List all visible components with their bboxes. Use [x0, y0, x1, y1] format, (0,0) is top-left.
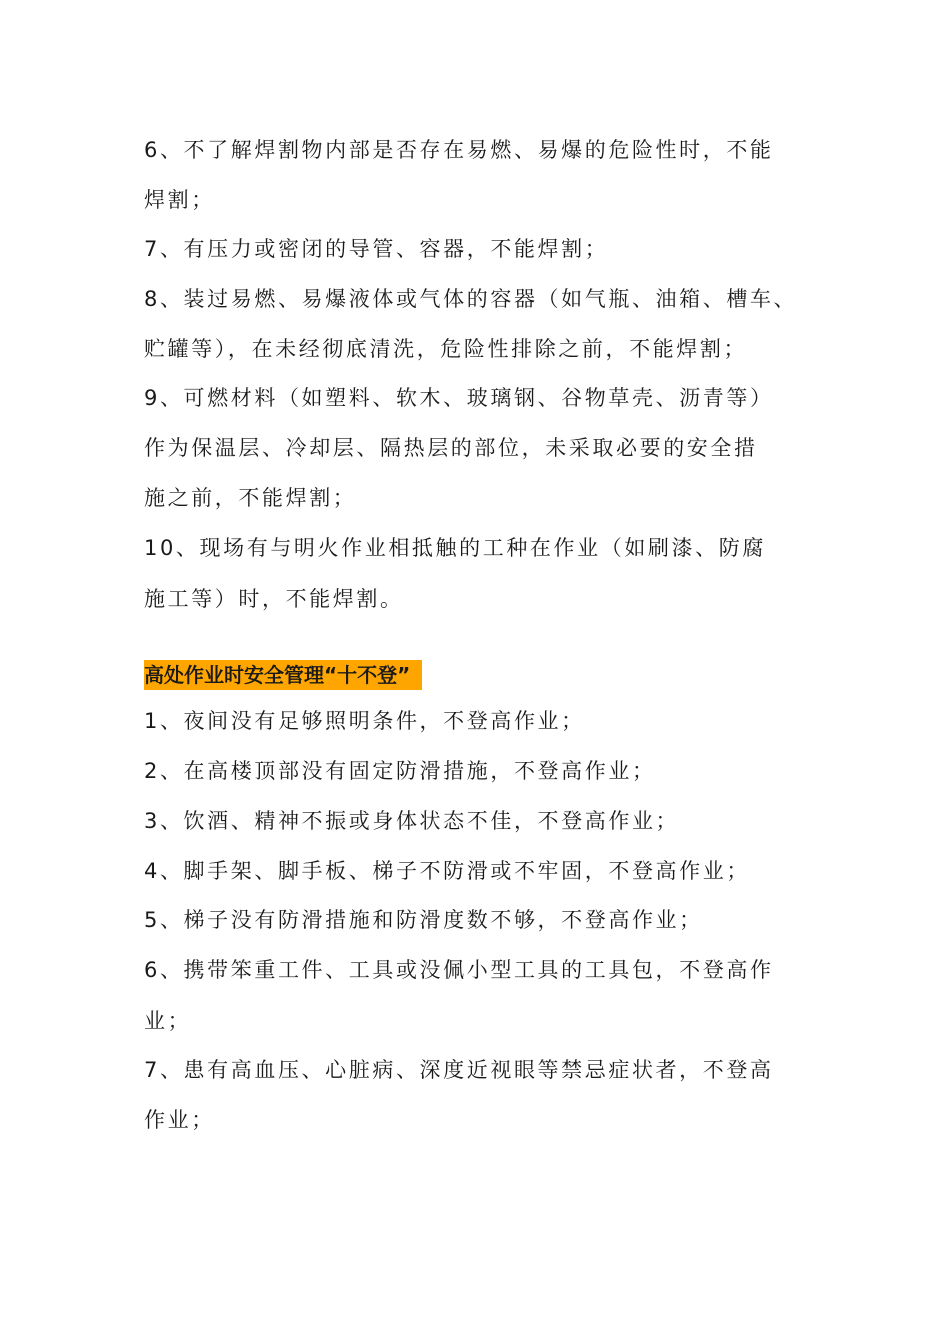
text-line: 8、装过易燃、易爆液体或气体的容器（如气瓶、油箱、槽车、 — [144, 287, 798, 311]
text-line: 7、有压力或密闭的导管、容器，不能焊割； — [144, 237, 609, 261]
text-line: 5、梯子没有防滑措施和防滑度数不够，不登高作业； — [144, 908, 703, 932]
text-line: 业； — [144, 1009, 192, 1033]
text-line: 施之前，不能焊割； — [144, 486, 357, 510]
text-line: 作为保温层、冷却层、隔热层的部位，未采取必要的安全措 — [144, 436, 758, 460]
text-line: 1、夜间没有足够照明条件，不登高作业； — [144, 709, 585, 733]
text-line: 9、可燃材料（如塑料、软木、玻璃钢、谷物草壳、沥青等） — [144, 386, 774, 410]
text-line: 贮罐等），在未经彻底清洗，危险性排除之前，不能焊割； — [144, 337, 748, 361]
text-line: 作业； — [144, 1108, 215, 1132]
text-line: 3、饮酒、精神不振或身体状态不佳，不登高作业； — [144, 809, 680, 833]
text-line: 4、脚手架、脚手板、梯子不防滑或不牢固，不登高作业； — [144, 859, 750, 883]
text-line: 10、现场有与明火作业相抵触的工种在作业（如刷漆、防腐 — [144, 536, 766, 560]
text-line: 6、不了解焊割物内部是否存在易燃、易爆的危险性时，不能 — [144, 138, 774, 162]
text-line: 6、携带笨重工件、工具或没佩小型工具的工具包，不登高作 — [144, 958, 774, 982]
section-heading: 高处作业时安全管理“十不登” — [144, 660, 422, 690]
text-line: 焊割； — [144, 188, 215, 212]
text-line: 2、在高楼顶部没有固定防滑措施，不登高作业； — [144, 759, 656, 783]
text-line: 施工等）时，不能焊割。 — [144, 587, 404, 611]
text-line: 7、患有高血压、心脏病、深度近视眼等禁忌症状者，不登高 — [144, 1058, 774, 1082]
